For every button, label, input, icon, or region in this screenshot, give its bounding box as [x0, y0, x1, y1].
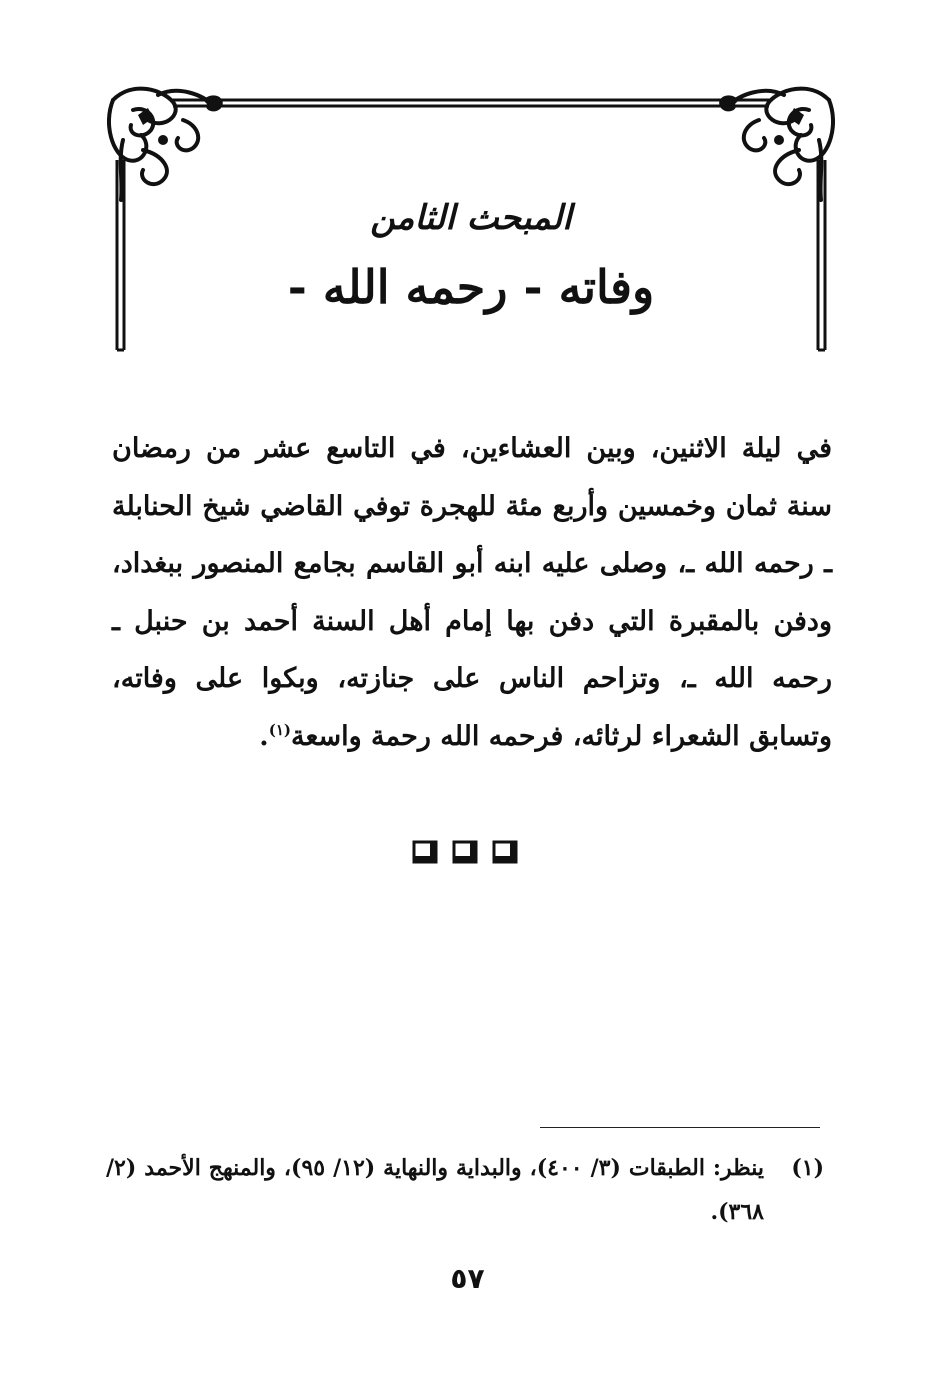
paragraph-text: في ليلة الاثنين، وبين العشاءين، في التاسع عشر من رمضان سنة ثمان وخمسين وأربع مئة للهجرة توفي القاضي شيخ الحنابلة ـ رحمه الله ـ، وصلى عليه ابنه أبو القاسم بجامع المنصور ببغداد، ودفن بالمقبرة التي دفن بها إمام أهل السنة أحمد بن حنبل ـ رحمه الله ـ، وتزاحم الناس على جنازته، وبكوا على وفاته، وتسابق الشعراء لرثائه، فرحمه الله رحمة واسعة — [112, 433, 832, 752]
footnote-reference[interactable]: (١) — [268, 720, 291, 739]
page-number: ٥٧ — [450, 1262, 485, 1295]
footnote-divider — [540, 1127, 820, 1128]
paragraph-end: . — [259, 720, 269, 752]
section-end-text — [410, 836, 411, 837]
footnote-text: ينظر: الطبقات (٣/ ٤٠٠)، والبداية والنهاية (١٢/ ٩٥)، والمنهج الأحمد (٢/ ٣٦٨). — [106, 1155, 764, 1225]
chapter-title: وفاته - رحمه الله - — [287, 260, 655, 314]
footnote — [106, 1146, 824, 1234]
section-end-mark — [410, 836, 520, 866]
footnote-marker: (١) — [791, 1155, 824, 1181]
ornamental-header-frame — [103, 80, 839, 358]
main-paragraph — [112, 420, 832, 765]
chapter-label: المبحث الثامن — [370, 198, 572, 238]
section-end-boxes-icon — [410, 836, 520, 866]
